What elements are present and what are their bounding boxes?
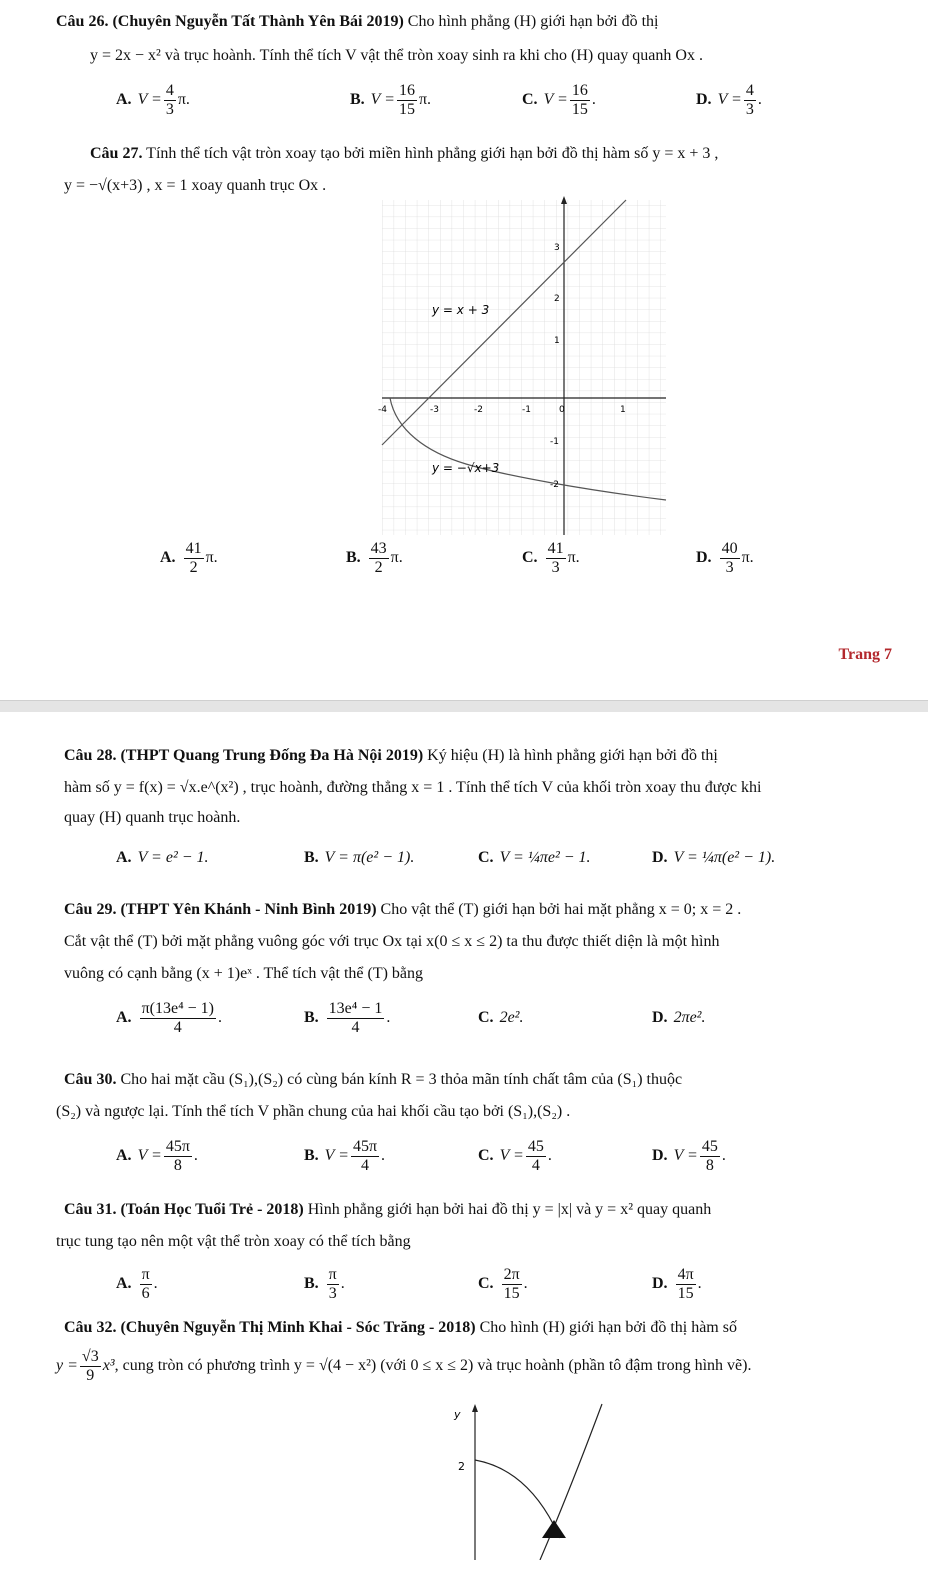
q31-option-c[interactable]: C. $\frac{2\pi}{15}$ . — [478, 1265, 528, 1302]
q27-option-b[interactable]: B. $\frac{43}{2}$ π. — [346, 539, 403, 576]
q27-number: Câu 27. — [90, 145, 143, 162]
q27-text1: Tính thể tích vật tròn xoay tạo bởi miền hình phẳng giới hạn bởi đồ thị hàm số y = x + 3 , — [146, 145, 719, 162]
y-tick-label-minus-2: -2 — [550, 480, 559, 490]
q32-y-tail: x³ — [102, 1357, 115, 1374]
q29-line1 — [64, 898, 888, 922]
q28-option-d[interactable]: D. V = ¼π(e² − 1). — [652, 849, 776, 866]
q31-source: (Toán Học Tuổi Trẻ - 2018) — [120, 1201, 304, 1218]
q28-text2: hàm số y = f(x) = √x.e^(x²) , trục hoành, đường thẳng x = 1 . Tính thể tích V của khối tròn xoay thu được khi — [64, 779, 762, 796]
q27-text2: y = −√(x+3) , x = 1 xoay quanh trục Ox . — [64, 177, 327, 194]
q32-fraction: $\frac{√3}{9}$ — [81, 1347, 99, 1384]
y-tick-label-3: 3 — [554, 243, 560, 253]
label-line: y = x + 3 — [432, 303, 490, 317]
q29-text3: vuông có cạnh bằng (x + 1)eˣ . Thể tích vật thể (T) bằng — [64, 965, 424, 982]
q32-y-eq: y = — [56, 1357, 78, 1374]
q30-option-c[interactable]: C. V = $\frac{45}{4}$ . — [478, 1137, 552, 1174]
q28-options — [0, 836, 928, 880]
q30-option-b[interactable]: B. V = $\frac{45\pi}{4}$ . — [304, 1137, 386, 1174]
q27-line1 — [90, 142, 888, 166]
q31-option-b[interactable]: B. $\frac{\pi}{3}$ . — [304, 1265, 345, 1302]
page-number: Trang 7 — [838, 646, 892, 663]
q31-number: Câu 31. — [64, 1201, 117, 1218]
q32-shaded-region — [542, 1520, 566, 1538]
q31-options — [0, 1262, 928, 1306]
q31-text2: trục tung tạo nên một vật thể tròn xoay có thể tích bằng — [56, 1233, 411, 1250]
q30-text1: Cho hai mặt cầu (S₁),(S₂) có cùng bán kính R = 3 thỏa mãn tính chất tâm của (S₁) thuộc — [120, 1071, 683, 1088]
q30-line1 — [64, 1068, 888, 1092]
grid-background — [382, 200, 666, 535]
q32-graph — [430, 1400, 630, 1560]
q26-text2: y = 2x − x² và trục hoành. Tính thể tích V vật thể tròn xoay sinh ra khi cho (H) quay quanh Ox . — [90, 47, 703, 64]
q29-option-d[interactable]: D. 2πe². — [652, 1009, 706, 1026]
q32-line2 — [56, 1344, 888, 1388]
x-tick-label-minus-4: -4 — [378, 405, 387, 415]
y-tick-label-2: 2 — [554, 294, 560, 304]
label-curve: y = −√x+3 — [432, 461, 500, 475]
q28-text1: Ký hiệu (H) là hình phẳng giới hạn bởi đồ thị — [427, 747, 718, 764]
q27-option-a[interactable]: A. $\frac{41}{2}$ π. — [160, 539, 218, 576]
q26-line1 — [56, 10, 888, 34]
x-tick-label-1: 1 — [620, 405, 626, 415]
q28-option-c[interactable]: C. V = ¼πe² − 1. — [478, 849, 591, 866]
q30-option-d[interactable]: D. V = $\frac{45}{8}$ . — [652, 1137, 726, 1174]
q26-source: (Chuyên Nguyễn Tất Thành Yên Bái 2019) — [112, 13, 404, 30]
q26-option-a[interactable]: A. V = $\frac{4}{3}$ π. — [116, 81, 190, 118]
q32-source: (Chuyên Nguyễn Thị Minh Khai - Sóc Trăng - 2018) — [120, 1319, 476, 1336]
q28-option-a[interactable]: A. V = e² − 1. — [116, 849, 209, 866]
q26-option-b[interactable]: B. V = $\frac{16}{15}$ π. — [350, 81, 432, 118]
q32-line1 — [64, 1316, 888, 1340]
q32-text1: Cho hình (H) giới hạn bởi đồ thị hàm số — [479, 1319, 737, 1336]
q26-options — [0, 78, 928, 122]
page-top — [0, 0, 928, 700]
q26-option-c[interactable]: C. V = $\frac{16}{15}$ . — [522, 81, 596, 118]
q32-arc — [475, 1460, 560, 1538]
q32-number: Câu 32. — [64, 1319, 117, 1336]
q27-options — [0, 536, 928, 580]
y-tick-label-minus-1: -1 — [550, 437, 559, 447]
q31-line1 — [64, 1198, 888, 1222]
q27-graph — [366, 190, 670, 538]
x-tick-label-minus-2: -2 — [474, 405, 483, 415]
q29-source: (THPT Yên Khánh - Ninh Bình 2019) — [120, 901, 377, 918]
q29-option-c[interactable]: C. 2e². — [478, 1009, 524, 1026]
y-tick-label-1: 1 — [554, 336, 560, 346]
x-tick-label-0: 0 — [559, 405, 565, 415]
q29-option-b[interactable]: B. $\frac{\text{13e⁴ − 1}}{4}$ . — [304, 999, 391, 1036]
q32-tick-2: 2 — [458, 1460, 465, 1473]
q28-text3: quay (H) quanh trục hoành. — [64, 809, 241, 826]
q32-text2: , cung tròn có phương trình y = √(4 − x²) (với 0 ≤ x ≤ 2) và trục hoành (phần tô đậm trong hình vẽ). — [114, 1357, 752, 1374]
q30-number: Câu 30. — [64, 1071, 117, 1088]
q28-option-b[interactable]: B. V = π(e² − 1). — [304, 849, 415, 866]
q31-option-d[interactable]: D. $\frac{4\pi}{15}$ . — [652, 1265, 702, 1302]
q29-option-a[interactable]: A. $\frac{\text{π(13e⁴ − 1)}}{4}$ . — [116, 999, 222, 1036]
q29-number: Câu 29. — [64, 901, 117, 918]
q26-text1: Cho hình phẳng (H) giới hạn bởi đồ thị — [407, 13, 659, 30]
q27-option-d[interactable]: D. $\frac{40}{3}$ π. — [696, 539, 754, 576]
q31-text1: Hình phẳng giới hạn bởi hai đồ thị y = |x| và y = x² quay quanh — [307, 1201, 712, 1218]
q28-source: (THPT Quang Trung Đống Đa Hà Nội 2019) — [120, 747, 424, 764]
q27-option-c[interactable]: C. $\frac{41}{3}$ π. — [522, 539, 580, 576]
q29-text2: Cắt vật thể (T) bởi mặt phẳng vuông góc với trục Ox tại x(0 ≤ x ≤ 2) ta thu được thiết diện là một hình — [64, 933, 720, 950]
q32-y-label: y — [454, 1408, 461, 1421]
q26-option-d[interactable]: D. V = $\frac{4}{3}$ . — [696, 81, 762, 118]
q28-number: Câu 28. — [64, 747, 117, 764]
x-tick-label-minus-1: -1 — [522, 405, 531, 415]
q30-option-a[interactable]: A. V = $\frac{45\pi}{8}$ . — [116, 1137, 198, 1174]
x-tick-label-minus-3: -3 — [430, 405, 439, 415]
q32-y-axis-arrow-icon — [472, 1404, 478, 1412]
page-separator — [0, 700, 928, 712]
q31-option-a[interactable]: A. $\frac{\pi}{6}$ . — [116, 1265, 158, 1302]
q26-number: Câu 26. — [56, 13, 109, 30]
q30-text2: (S₂) và ngược lại. Tính thể tích V phần chung của hai khối cầu tạo bởi (S₁),(S₂) . — [56, 1103, 571, 1120]
q28-line1 — [64, 744, 888, 768]
q29-options — [0, 996, 928, 1040]
q29-text1: Cho vật thể (T) giới hạn bởi hai mặt phẳng x = 0; x = 2 . — [380, 901, 742, 918]
q30-options — [0, 1134, 928, 1178]
